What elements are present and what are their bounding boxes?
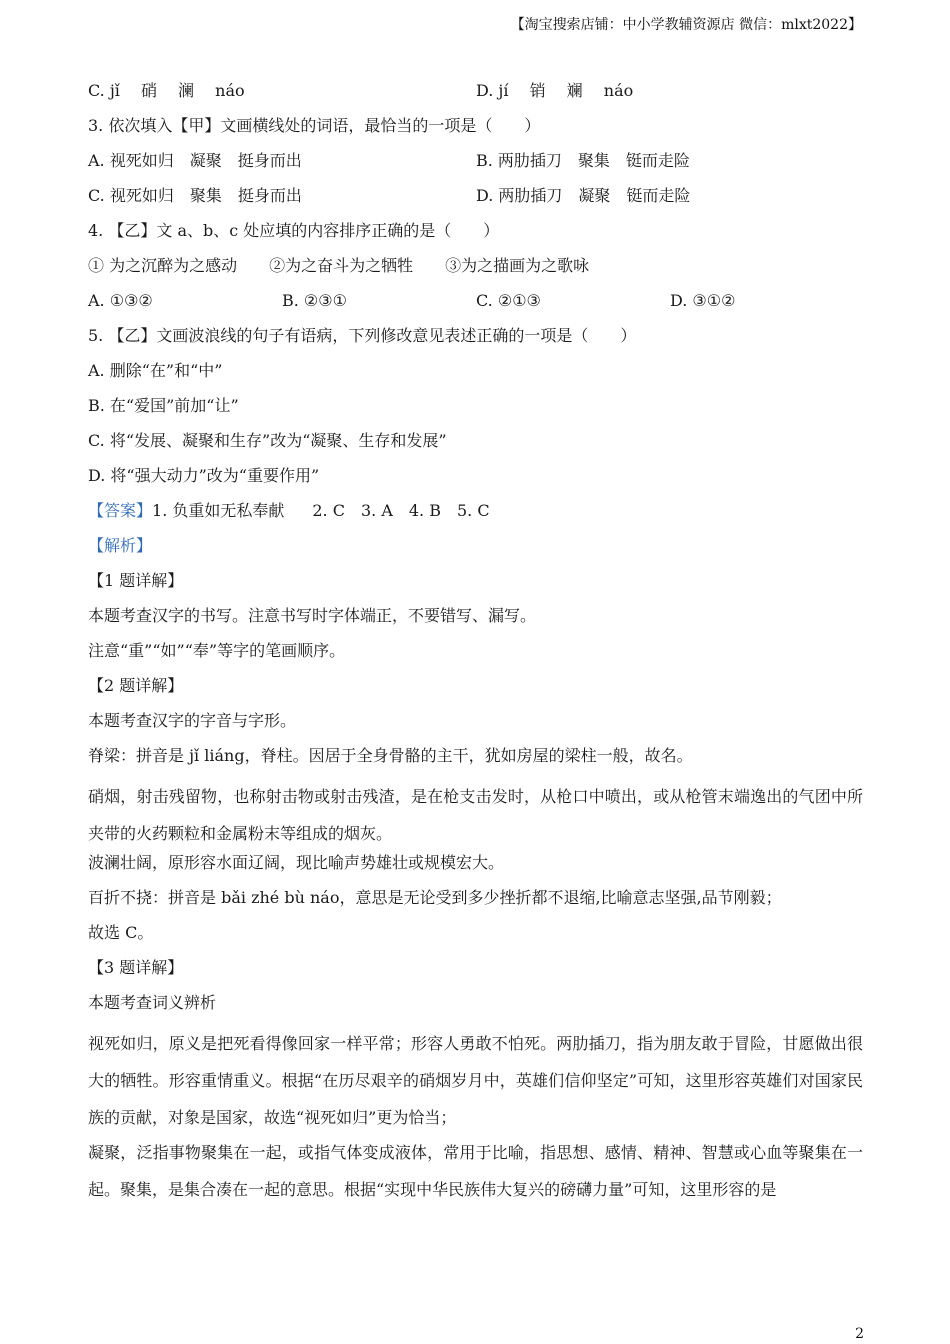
q2-options-row: [88, 78, 863, 113]
detail-2-para-5: 百折不挠：拼音是 bǎi zhé bù náo，意思是无论受到多少挫折都不退缩,比喻意志坚强,品节刚毅；: [88, 888, 782, 907]
q2-option-c: C. jǐ 硝 澜 náo: [88, 81, 245, 100]
detail-2-para-1: 本题考查汉字的字音与字形。: [88, 711, 297, 730]
analysis-label: 【解析】: [88, 536, 153, 555]
detail-1-title: 【1 题详解】: [88, 571, 184, 590]
q4-option-b: B. ②③①: [282, 291, 347, 310]
q2-option-d: D. jí 销 斓 náo: [476, 81, 634, 100]
detail-2-para-6: 故选 C。: [88, 923, 154, 942]
q5-option-a: A. 删除“在”和“中”: [88, 361, 223, 380]
detail-3-para-2: 视死如归，原义是把死看得像回家一样平常；形容人勇敢不怕死。两肋插刀，指为朋友敢于冒险，甘愿做出很大的牺牲。形容重情重义。根据“在历尽艰辛的硝烟岁月中，英雄们信仰坚定”可知，这里形容英雄们对国家民族的贡献，对象是国家，故选“视死如归”更为恰当；: [88, 1034, 863, 1127]
q4-items: ① 为之沉醉为之感动 ②为之奋斗为之牺牲 ③为之描画为之歌咏: [88, 256, 590, 275]
q4-option-c: C. ②①③: [476, 291, 541, 310]
q5-stem: 5. 【乙】文画波浪线的句子有语病，下列修改意见表述正确的一项是（ ）: [88, 326, 637, 345]
detail-2-para-4: 波澜壮阔，原形容水面辽阔，现比喻声势雄壮或规模宏大。: [88, 853, 505, 872]
q3-options-row-2: [88, 183, 863, 218]
detail-2-para-2: 脊梁：拼音是 jǐ liáng，脊柱。因居于全身骨骼的主干，犹如房屋的梁柱一般，故名。: [88, 746, 693, 765]
page-header: 【淘宝搜索店铺：中小学教辅资源店 微信：mlxt2022】: [510, 17, 862, 33]
document-body: [88, 78, 863, 1206]
q5-option-c: C. 将“发展、凝聚和生存”改为“凝聚、生存和发展”: [88, 431, 447, 450]
page-number: 2: [855, 1326, 864, 1342]
detail-2-title: 【2 题详解】: [88, 676, 184, 695]
q5-option-d: D. 将“强大动力”改为“重要作用”: [88, 466, 320, 485]
q5-option-b: B. 在“爱国”前加“让”: [88, 396, 239, 415]
q4-options-row: [88, 288, 863, 323]
detail-3-para-1: 本题考查词义辨析: [88, 993, 217, 1012]
q4-stem: 4. 【乙】文 a、b、c 处应填的内容排序正确的是（ ）: [88, 221, 500, 240]
detail-2-para-3: 硝烟，射击残留物，也称射击物或射击残渣，是在枪支击发时，从枪口中喷出，或从枪管末端逸出的气团中所夹带的火药颗粒和金属粉末等组成的烟灰。: [88, 787, 863, 843]
q3-option-b: B. 两肋插刀 聚集 铤而走险: [476, 151, 690, 170]
answer-rest: 2. C 3. A 4. B 5. C: [312, 501, 490, 520]
detail-1-para-1: 本题考查汉字的书写。注意书写时字体端正，不要错写、漏写。: [88, 606, 537, 625]
detail-1-para-2: 注意“重”“如”“奉”等字的笔画顺序。: [88, 641, 346, 660]
q3-option-a: A. 视死如归 凝聚 挺身而出: [88, 151, 302, 170]
answer-1: 1. 负重如无私奉献: [152, 501, 285, 520]
q3-stem: 3. 依次填入【甲】文画横线处的词语，最恰当的一项是（ ）: [88, 116, 541, 135]
answer-line: [88, 498, 863, 533]
detail-3-title: 【3 题详解】: [88, 958, 184, 977]
q3-option-c: C. 视死如归 聚集 挺身而出: [88, 186, 302, 205]
answer-label: 【答案】: [88, 501, 153, 520]
detail-3-para-3: 凝聚，泛指事物聚集在一起，或指气体变成液体，常用于比喻，指思想、感情、精神、智慧或心血等聚集在一起。聚集，是集合凑在一起的意思。根据“实现中华民族伟大复兴的磅礴力量”可知，这里形容的是: [88, 1143, 863, 1199]
q4-option-d: D. ③①②: [670, 291, 736, 310]
q3-options-row-1: [88, 148, 863, 183]
q4-option-a: A. ①③②: [88, 291, 153, 310]
q3-option-d: D. 两肋插刀 凝聚 铤而走险: [476, 186, 691, 205]
